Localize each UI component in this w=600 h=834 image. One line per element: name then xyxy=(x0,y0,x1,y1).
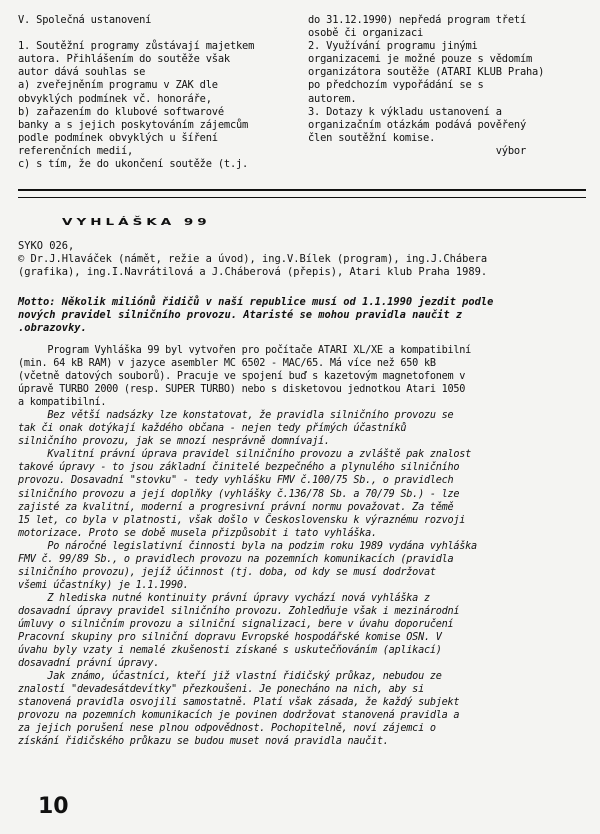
body-line: silničního provozu a její doplňky (vyhlášky č.136/78 Sb. a 70/79 Sb.) - lze xyxy=(18,488,460,500)
body-line: provozu na pozemních komunikacích je povinen dodržovat stanovená pravidla a xyxy=(18,710,460,722)
rules-line: organizačním otázkám podává pověřený xyxy=(308,118,527,131)
rules-line: autora. Přihlášením do soutěže však xyxy=(18,53,230,66)
rules-line: organizátora soutěže (ATARI KLUB Praha) xyxy=(308,66,545,79)
rules-line: banky a s jejich poskytováním zájemcům xyxy=(18,118,249,131)
body-line: úmluvy o silničním provozu a silniční signalizaci, bere v úvahu doporučení xyxy=(18,618,454,630)
competition-rules-left-column xyxy=(18,14,300,171)
credits-line: SYKO 026, xyxy=(18,240,75,252)
rules-line: podle podmínek obvyklých u šíření xyxy=(18,131,218,144)
body-line: provozu. Dosavadní "stovku" - tedy vyhlášku FMV č.100/75 Sb., o pravidlech xyxy=(18,475,454,487)
rules-line: c) s tím, že do ukončení soutěže (t.j. xyxy=(18,158,249,171)
rules-line: 1. Soutěžní programy zůstávají majetkem xyxy=(18,40,255,53)
body-line: silničního provozu, jak se mnozí nesprávně domnívají. xyxy=(18,436,330,448)
rules-line: do 31.12.1990) nepředá program třetí xyxy=(308,14,527,26)
body-line: všemi účastníky) je 1.1.1990. xyxy=(18,579,189,591)
body-line: úvahu byly vzaty i nemalé zkušenosti získané s uskutečňováním (aplikací) xyxy=(18,645,442,657)
body-line: stanovená pravidla osvojili samostatně. Platí však zásada, že každý subjekt xyxy=(18,697,460,709)
article-heading: VYHLÁŠKA 99 xyxy=(62,216,211,228)
competition-rules-right-column xyxy=(308,14,586,158)
article-motto xyxy=(18,296,493,335)
body-line: 15 let, co byla v platnosti, však došlo v Československu k výraznému rozvoji xyxy=(18,514,466,526)
body-line: tak či onak dotýkají každého občana - nejen tedy přímých účastníků xyxy=(18,423,407,435)
rules-line: obvyklých podmínek vč. honoráře, xyxy=(18,92,212,105)
body-line: (včetně datových souborů). Pracuje ve spojení buď s kazetovým magnetofonem v xyxy=(18,371,466,383)
rules-line: 2. Využívání programu jinými xyxy=(308,40,478,53)
rules-line: organizacemi je možné pouze s vědomím xyxy=(308,53,533,66)
page-number: 10 xyxy=(38,794,69,819)
rules-line xyxy=(18,27,300,40)
rules-line: výbor xyxy=(308,144,527,157)
body-line: Kvalitní právní úprava pravidel silničního provozu a zvláště pak znalost xyxy=(18,449,472,461)
article-credits xyxy=(18,240,487,280)
rules-line: po předchozím vypořádání se s xyxy=(308,79,484,92)
body-line: motorizace. Proto se době musela přizpůsobit i tato vyhláška. xyxy=(18,527,377,539)
rules-line: b) zařazením do klubové softwarové xyxy=(18,105,224,118)
body-line: Po náročné legislativní činnosti byla na podzim roku 1989 vydána vyhláška xyxy=(18,540,477,552)
body-line: Z hlediska nutné kontinuity právní úpravy vychází nová vyhláška z xyxy=(18,592,430,604)
body-line: dosavadní úpravy pravidel silničního provozu. Zohledňuje však i mezinárodní xyxy=(18,605,460,617)
rules-line: referenčních medií, xyxy=(18,144,134,157)
credits-line: (grafika), ing.I.Navrátilová a J.Cháberová (přepis), Atari klub Praha 1989. xyxy=(18,266,488,279)
rules-line: člen soutěžní komise. xyxy=(308,131,436,144)
rules-line: V. Společná ustanovení xyxy=(18,14,152,26)
body-line: silničního provozu), jejíž účinnost (tj. doba, od kdy se musí dodržovat xyxy=(18,566,436,578)
body-line: FMV č. 99/89 Sb., o pravidlech provozu na pozemních komunikacích (pravidla xyxy=(18,553,454,565)
motto-line: Motto: Několik miliónů řidičů v naší republice musí od 1.1.1990 jezdit podle xyxy=(18,296,494,308)
section-divider-thick xyxy=(18,189,586,191)
rules-line: autor dává souhlas se xyxy=(18,66,146,79)
motto-line: nových pravidel silničního provozu. Ataristé se mohou pravidla naučit z xyxy=(18,309,463,321)
rules-line: autorem. xyxy=(308,92,357,105)
body-line: Program Vyhláška 99 byl vytvořen pro počítače ATARI XL/XE a kompatibilní xyxy=(18,345,472,356)
body-line: znalostí "devadesátdevítky" přezkoušeni. Je ponecháno na nich, aby si xyxy=(18,684,424,696)
body-line: Pracovní skupiny pro silniční dopravu Evropské hospodářské komise OSN. V xyxy=(18,632,442,644)
body-line: (min. 64 kB RAM) v jazyce asembler MC 6502 - MAC/65. Má více než 650 kB xyxy=(18,358,436,370)
section-divider-thin xyxy=(18,197,586,198)
body-line: získání řidičského průkazu se budou muset nová pravidla naučit. xyxy=(18,736,389,748)
credits-line: © Dr.J.Hlaváček (námět, režie a úvod), ing.V.Bílek (program), ing.J.Chábera xyxy=(18,253,488,266)
body-line: takové úpravy - to jsou základní činitelé bezpečného a plynulého silničního xyxy=(18,462,460,474)
rules-line: a) zveřejněním programu v ZAK dle xyxy=(18,79,218,92)
body-line: dosavadní právní úpravy. xyxy=(18,658,160,670)
body-line: za jejich porušení nese plnou odpovědnost. Pochopitelně, noví zájemci o xyxy=(18,723,436,735)
rules-line: 3. Dotazy k výkladu ustanovení a xyxy=(308,105,502,118)
body-line: a kompatibilní. xyxy=(18,397,107,409)
article-body xyxy=(18,344,477,748)
body-line: zajisté za kvalitní, moderní a progresivní právní normu považovat. Za těmě xyxy=(18,501,454,513)
rules-line: osobě či organizaci xyxy=(308,27,424,40)
motto-line: .obrazovky. xyxy=(18,322,87,334)
body-line: Jak známo, účastníci, kteří již vlastní řidičský průkaz, nebudou ze xyxy=(18,671,442,683)
body-line: úpravě TURBO 2000 (resp. SUPER TURBO) nebo s disketovou jednotkou Atari 1050 xyxy=(18,384,466,396)
body-line: Bez větší nadsázky lze konstatovat, že pravidla silničního provozu se xyxy=(18,410,454,422)
